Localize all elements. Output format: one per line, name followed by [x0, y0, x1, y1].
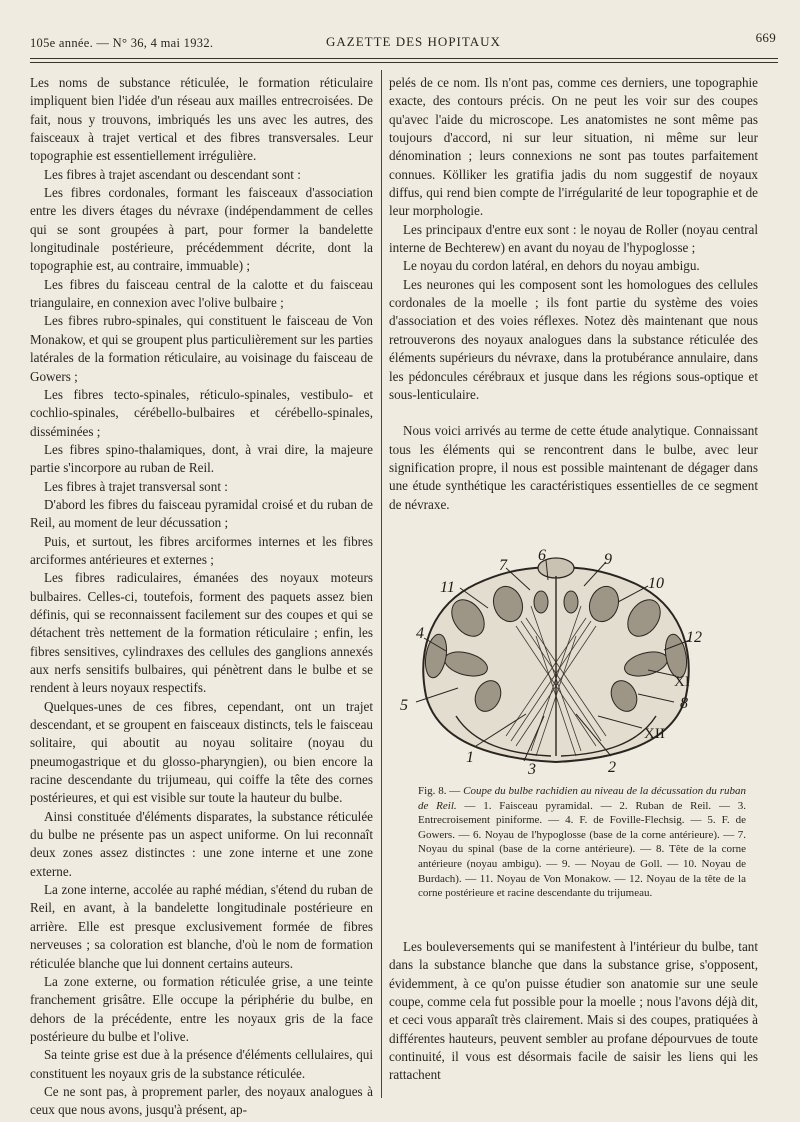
- paragraph: Les neurones qui les composent sont les homologues des cellules cordonales de la moelle ; ils font partie du système des voies d'association et des voies réflexes. Notez dès maintenant que nous retrouverons des noyaux analogues dans la substance réticulée des éléments supérieurs du névraxe, dans la protubérance annulaire, dans les pédoncules cérébraux et jusque dans les régions sous-optique et sous-lenticulaire.: [389, 276, 758, 402]
- paragraph: Les bouleversements qui se manifestent à l'intérieur du bulbe, tant dans la substance blanche que dans la substance grise, s'opposent, évidemment, à ce qu'on puisse étudier son anatomie sur une seule coupe, comme cela fut possible pour la moelle ; nous l'avons déjà dit, et ceci vous apparaît très clairement. Mais si des coupes, pratiquées à différentes hauteurs, peuvent sembler au profane dépourvues de toute continuité, il vous est désormais facile de saisir les liens qui les rattachent: [389, 939, 758, 1083]
- issue-info: 105e année. — N° 36, 4 mai 1932.: [30, 36, 214, 50]
- paragraph: Les fibres radiculaires, émanées des noyaux moteurs bulbaires. Celles-ci, toutefois, forment des paquets assez bien définis, qui se reconnaissent facilement sur des coupes et qui se détachent très nettement de la formation réticulaire ; enfin, les fibres sensitives, cylindraxes des cellules des ganglions annexés aux nerfs sensitifs bulbaires, qui pénètrent dans le bulbe et se rendent à leurs noyaux respectifs.: [30, 570, 373, 696]
- figure-bulb-section: [396, 546, 750, 778]
- left-column: [30, 74, 373, 1120]
- figure-caption: [418, 784, 746, 901]
- paragraph: Les fibres rubro-spinales, qui constituent le faisceau de Von Monakow, et qui se groupent plus particulièrement sur les parties latérales de la formation réticulaire, au voisinage du faisceau de Gowers ;: [30, 313, 373, 384]
- caption-lead: Fig. 8. —: [418, 785, 461, 797]
- bulb-cross-section-drawing: [396, 546, 750, 778]
- figure-label: 7: [499, 557, 507, 574]
- figure-label: XI: [674, 674, 690, 690]
- header-rule-bottom: [30, 62, 778, 63]
- figure-label: 1: [466, 749, 474, 766]
- paragraph: Les fibres du faisceau central de la calotte et du faisceau triangulaire, en connexion avec l'olive bulbaire ;: [30, 276, 373, 311]
- paragraph: Les fibres cordonales, formant les faisceaux d'association entre les divers étages du névraxe (indépendamment de celles qui se sont groupées à part, pour former la bandelette longitudinale postérieure, précédemment décrite, dont la topographie est, au contraire, immuable) ;: [30, 185, 373, 274]
- page-header: [30, 28, 778, 54]
- figure-label: 6: [538, 547, 546, 564]
- paragraph: Sa teinte grise est due à la présence d'éléments cellulaires, qui constituent les noyaux gris de la substance réticulée.: [30, 1047, 373, 1081]
- right-column-continuation: [389, 938, 758, 1085]
- paragraph: Les principaux d'entre eux sont : le noyau de Roller (noyau central interne de Bechterew) en avant du noyau de l'hypoglosse ;: [389, 221, 758, 256]
- page-number: 669: [755, 30, 776, 45]
- paragraph: Les fibres spino-thalamiques, dont, à vrai dire, la majeure partie s'incorpore au ruban de Reil.: [30, 441, 373, 476]
- paragraph: Puis, et surtout, les fibres arciformes internes et les fibres arciformes antérieures et externes ;: [30, 533, 373, 567]
- paragraph: Les noms de substance réticulée, le formation réticulaire impliquent bien l'idée d'un réseau aux mailles entrecroisées. De fait, nous y trouvons, imbriqués les uns avec les autres, des faisceaux à trajet vertical et des fibres transversales. Leur topographie est essentiellement irrégulière.: [30, 75, 373, 164]
- figure-label: 10: [648, 575, 664, 592]
- paragraph: Les fibres à trajet ascendant ou descendant sont :: [44, 166, 301, 182]
- figure-label: 4: [416, 625, 424, 642]
- figure-label: 5: [400, 697, 408, 714]
- figure-label: 12: [686, 629, 702, 646]
- paragraph: D'abord les fibres du faisceau pyramidal croisé et du ruban de Reil, au moment de leur décussation ;: [30, 496, 373, 531]
- paragraph: Ainsi constituée d'éléments disparates, la substance réticulée du bulbe ne présente pas un aspect uniforme. On lui reconnaît deux zones assez distinctes : une zone interne et une zone externe.: [30, 808, 373, 879]
- figure-label: 2: [608, 759, 616, 776]
- header-rule-top: [30, 58, 778, 59]
- figure-label: 3: [528, 761, 536, 778]
- paragraph: Ce ne sont pas, à proprement parler, des noyaux analogues à ceux que nous avons, jusqu'à présent, ap-: [30, 1083, 373, 1118]
- paragraph: pelés de ce nom. Ils n'ont pas, comme ces derniers, une topographie exacte, des contours précis. On ne peut les voir sur des coupes qu'avec l'aide du microscope. Les anatomistes ne sont même pas toujours d'accord, ni sur leur situation, ni même sur leur dénomination ; leurs connexions ne sont pas toutes parfaitement connues. Kölliker les gratifia jadis du nom suggestif de noyaux diffus, qui rend bien compte de l'irrégularité de leur topographie et de leur morphologie.: [389, 75, 758, 219]
- caption-title: Coupe du bulbe rachidien au niveau de la décussation du ruban de Reil.: [418, 785, 746, 812]
- paragraph: La zone interne, accolée au raphé médian, s'étend du ruban de Reil, en avant, à la bandelette longitudinale postérieure en arrière. Elle est presque exclusivement formée de fibres nerveuses ; sa coloration est blanche, d'où le nom de formation réticulée blanche que lui donnent certains auteurs.: [30, 882, 373, 971]
- figure-label: 11: [440, 579, 455, 596]
- paragraph: Quelques-unes de ces fibres, cependant, ont un trajet descendant, et se groupent en faisceaux distincts, tels le faisceau solitaire, qui aboutit au noyau solitaire (noyau du pneumogastrique et du glosso-pharyngien), ou bien encore la racine descendante du trijumeau, qui coiffe la tête des cornes postérieures, et qui est visible sur toute la hauteur du bulbe.: [30, 698, 373, 806]
- paragraph: Nous voici arrivés au terme de cette étude analytique. Connaissant tous les éléments qui se rencontrent dans le bulbe, avec leur signification propre, il nous est possible maintenant de dégager dans une étude synthétique les caractéristiques essentielles de ce segment de névraxe.: [389, 423, 758, 512]
- caption-text: — 1. Faisceau pyramidal. — 2. Ruban de Reil. — 3. Entrecroisement piniforme. — 4. F. de Foville-Flechsig. — 5. F. de Gowers. — 6. Noyau de l'hypoglosse (base de la corne antérieure). — 7. Noyau du spinal (base de la corne antérieure). — 8. Tête de la corne antérieure (noyau ambigu). — 9. — Noyau de Goll. — 10. Noyau de Burdach). — 11. Noyau de Von Monakow. — 12. Noyau de la tête de la corne postérieure et racine descendante du trijumeau.: [418, 799, 746, 900]
- figure-label: 8: [680, 695, 688, 712]
- journal-title: GAZETTE DES HOPITAUX: [326, 34, 501, 49]
- column-separator: [381, 70, 382, 1098]
- figure-label: XII: [644, 726, 665, 742]
- figure-label: 9: [604, 551, 612, 568]
- paragraph: Le noyau du cordon latéral, en dehors du noyau ambigu.: [403, 258, 700, 274]
- paragraph: Les fibres tecto-spinales, réticulo-spinales, vestibulo- et cochlio-spinales, cérébello-bulbaires et cérébello-spinales, disséminées ;: [30, 386, 373, 439]
- right-column: [389, 74, 758, 514]
- paragraph: La zone externe, ou formation réticulée grise, a une teinte franchement grisâtre. Elle occupe la périphérie du bulbe, en dehors de la précédente, entre les noyaux gris de la face postérieure du bulbe et l'olive.: [30, 973, 373, 1044]
- paragraph: Les fibres à trajet transversal sont :: [44, 478, 228, 494]
